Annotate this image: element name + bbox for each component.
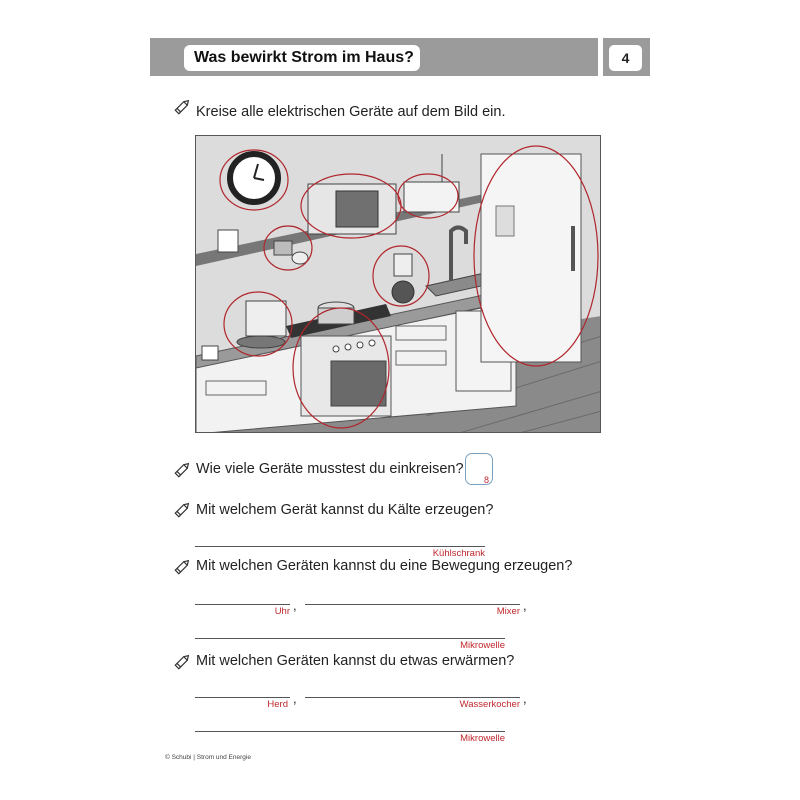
pencil-icon: [172, 557, 192, 577]
pencil-icon: [172, 97, 192, 117]
question-heat: Mit welchen Geräten kannst du etwas erwärmen?: [196, 653, 515, 669]
answer-heat-1: Herd: [267, 699, 288, 710]
question-count: Wie viele Geräte musstest du einkreisen?: [196, 461, 464, 477]
answer-heat-2: Wasserkocher: [459, 699, 520, 710]
pencil-icon: [172, 652, 192, 672]
answer-movement-1: Uhr: [274, 606, 290, 617]
answer-line[interactable]: [305, 604, 520, 605]
answer-heat-3: Mikrowelle: [460, 733, 505, 744]
separator: ,: [523, 598, 527, 613]
separator: ,: [523, 691, 527, 706]
answer-line[interactable]: [305, 697, 520, 698]
instruction-text: Kreise alle elektrischen Geräte auf dem Bild ein.: [196, 104, 506, 120]
answer-line[interactable]: [195, 604, 290, 605]
page-number: 4: [609, 45, 642, 71]
separator: ,: [293, 691, 297, 706]
pencil-icon: [172, 460, 192, 480]
answer-line[interactable]: [195, 731, 505, 732]
question-movement: Mit welchen Geräten kannst du eine Bewegung erzeugen?: [196, 558, 573, 574]
answer-movement-3: Mikrowelle: [460, 640, 505, 651]
separator: ,: [293, 598, 297, 613]
kitchen-illustration: [195, 135, 601, 433]
answer-cold: Kühlschrank: [432, 548, 485, 559]
question-cold: Mit welchem Gerät kannst du Kälte erzeugen?: [196, 502, 494, 518]
answer-line[interactable]: [195, 697, 290, 698]
footer-copyright: © Schubi | Strom und Energie: [165, 754, 251, 761]
count-answer: 8: [484, 475, 490, 485]
answer-line[interactable]: [195, 638, 505, 639]
pencil-icon: [172, 500, 192, 520]
page-title: Was bewirkt Strom im Haus?: [184, 45, 420, 71]
answer-movement-2: Mixer: [496, 606, 520, 617]
answer-line[interactable]: [195, 546, 485, 547]
